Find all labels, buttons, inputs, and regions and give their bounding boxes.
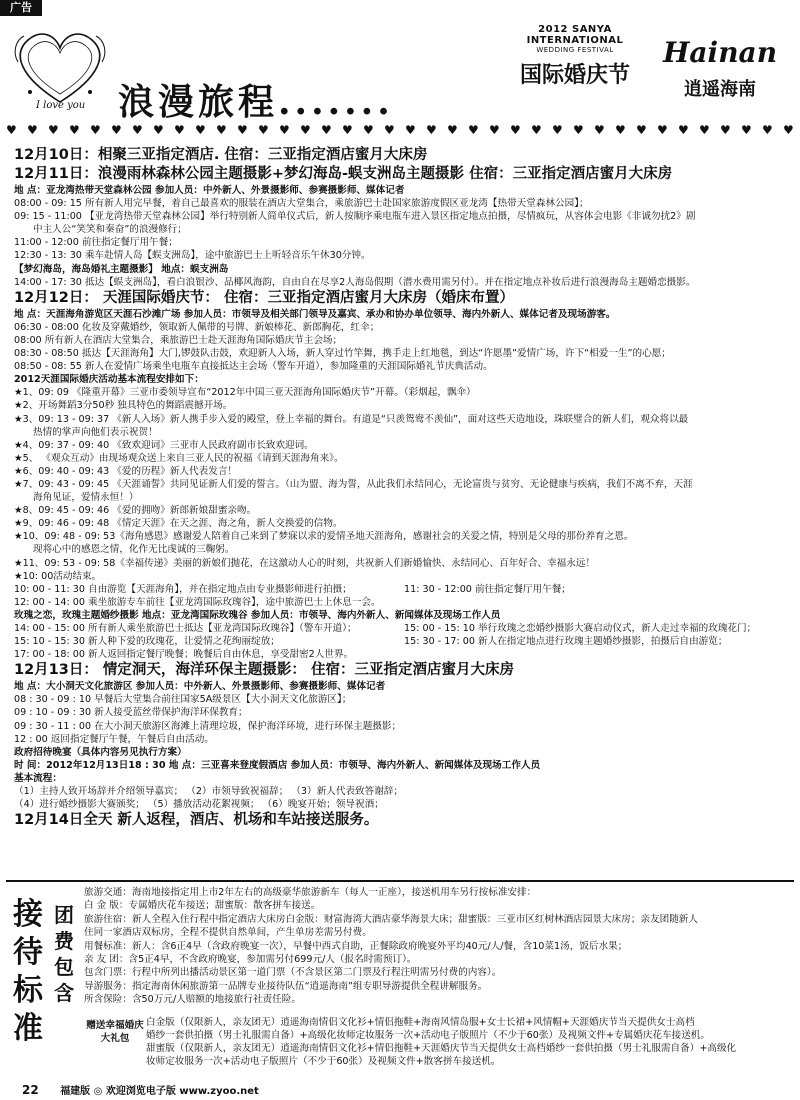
logo-line: 2012 SANYA xyxy=(538,24,612,35)
heart-icon: ♥ xyxy=(6,123,17,137)
schedule-item: 11: 30 - 12:00 前往指定餐厅用午餐； xyxy=(404,583,571,595)
heart-icon: ♥ xyxy=(720,123,731,137)
heart-icon: ♥ xyxy=(195,123,206,137)
service-line: 旅游交通：海南地接指定用上市2年左右的高级豪华旅游新车（每人一正座），接送机用车另行按标准安排： xyxy=(84,887,537,898)
info-line: 地 点：亚龙湾热带天堂森林公园 参加人员：中外新人、外景摄影师、参赛摄影师、媒体记者 xyxy=(14,185,405,196)
heart-icon: ♥ xyxy=(426,123,437,137)
schedule-line: ★1、09: 09 《隆重开幕》三亚市委领导宣布“2012年中国三亚天涯海角国际婚庆节”开幕。（彩烟起，飘伞） xyxy=(14,387,476,399)
heart-icon: ♥ xyxy=(216,123,227,137)
gift-label: 赠送幸福婚庆大礼包 xyxy=(86,1020,144,1045)
gift-package xyxy=(84,1016,790,1068)
schedule-line: ★6、09: 40 - 09: 43 《爱的历程》新人代表发言！ xyxy=(14,465,238,477)
schedule-line: 热情的掌声向他们表示祝贺！ xyxy=(33,426,158,438)
tour-fee-label: 团费包含 xyxy=(54,903,74,1005)
service-line: 白 金 版：专属婚庆花车接送；甜蜜版：散客拼车接送。 xyxy=(84,900,321,912)
schedule-line: （1）主持人致开场辞并介绍领导嘉宾； （2）市领导致祝福辞； （3）新人代表致答谢辞； xyxy=(14,786,403,798)
day-heading: 12月13日： 情定洞天，海洋环保主题摄影： 住宿：三亚指定酒店蜜月大床房 xyxy=(14,662,514,679)
heart-icon: ♥ xyxy=(300,123,311,137)
schedule-line: 11:00 - 12:00 前往指定餐厅用午餐； xyxy=(14,237,178,249)
heart-icon: ♥ xyxy=(258,123,269,137)
service-line: 所含保险：含50万元/人赔额的地接旅行社责任险。 xyxy=(84,994,301,1006)
schedule-line: 09 : 30 - 11 : 00 在大小洞天旅游区海滩上清理垃圾，保护海洋环境，进行环保主题摄影； xyxy=(14,720,402,732)
sanya-wedding-festival-logo xyxy=(505,24,645,89)
heart-divider-icon xyxy=(6,122,794,138)
schedule-line: 06:30 - 08:00 化妆及穿戴婚纱，领取新人佩带的号牌、新娘棒花、新郎胸花，红伞； xyxy=(14,321,380,333)
gift-line: 白金版（仅限新人，亲友团无）逍遥海南情侣文化衫+情侣拖鞋+海南风情岛服+女士长裙+风情帽+天涯婚庆节当天提供女士高档 xyxy=(146,1017,695,1028)
heart-icon: ♥ xyxy=(657,123,668,137)
schedule-line: 海角见证，爱情永恒！） xyxy=(33,492,139,504)
heart-icon: ♥ xyxy=(468,123,479,137)
reception-standard-label: 接待标准 xyxy=(13,897,43,1046)
heart-icon: ♥ xyxy=(531,123,542,137)
gift-line: 妆师定妆服务一次+活动电子版照片（不少于60张）及视频文件+散客拼车接送机。 xyxy=(146,1056,501,1068)
itinerary-content xyxy=(14,146,794,830)
globe-icon: ◎ xyxy=(93,1086,106,1097)
service-list xyxy=(84,886,790,1007)
schedule-line: ★4、09: 37 - 09: 40 《致欢迎词》三亚市人民政府副市长致欢迎词。 xyxy=(14,439,314,451)
heart-icon: ♥ xyxy=(699,123,710,137)
schedule-line: ★5、 《观众互动》由现场观众送上来自三亚人民的祝福《请到天涯海角来》。 xyxy=(14,452,344,464)
heart-icon: ♥ xyxy=(363,123,374,137)
page-number: 22 xyxy=(22,1083,39,1097)
schedule-line: 12: 00 - 14: 00 乘坐旅游专车前往【亚龙湾国际玫瑰谷】，途中旅游巴士上休息一会。 xyxy=(14,596,381,608)
logo-line: WEDDING FESTIVAL xyxy=(536,46,614,54)
info-line: 时 间：2012年12月13日18 : 30 地 点：三亚喜来登度假酒店 参加人员：市领导、海内外新人、新闻媒体及现场工作人员 xyxy=(14,759,541,771)
schedule-row xyxy=(14,622,794,635)
schedule-line: ★2、开场舞蹈3分50秒 独具特色的舞蹈震撼开场。 xyxy=(14,400,233,412)
info-line: 地 点：天涯海角游览区天涯石沙滩广场 参加人员：市领导及相关部门领导及嘉宾、承办和协办单位领导、海内外新人、媒体记者及现场游客。 xyxy=(14,308,616,320)
heart-icon: ♥ xyxy=(342,123,353,137)
ad-tag: 广告 xyxy=(0,0,42,16)
schedule-line: 09: 15 - 11:00 【亚龙湾热带天堂森林公园】举行特别新人简单仪式后，新人按顺序乘电瓶车进入景区指定地点拍摄，尽情疯玩，从容体会电影《非诚勿扰2》剧 xyxy=(14,211,696,223)
heart-icon: ♥ xyxy=(321,123,332,137)
info-line: 【梦幻海岛，海岛婚礼主题摄影】 地点：蜈支洲岛 xyxy=(14,263,229,275)
day-heading: 12月11日：浪漫雨林森林公园主题摄影+梦幻海岛-蜈支洲岛主题摄影 住宿：三亚指定酒店蜜月大床房 xyxy=(14,166,673,182)
logo-line: INTERNATIONAL xyxy=(526,35,624,46)
schedule-row xyxy=(14,635,794,648)
gift-list xyxy=(146,1016,790,1068)
heart-icon: ♥ xyxy=(69,123,80,137)
schedule-line: ★11、09: 53 - 09: 58《幸福传递》美丽的新娘们抛花，在这激动人心的时刻，共祝新人们新婚愉快、永结同心、百年好合、幸福永远！ xyxy=(14,557,596,569)
schedule-line: 14:00 - 17: 30 抵达【蜈支洲岛】，看白浪银沙、品椰风海韵，自由自在尽享2人海岛假期（潜水费用需另付）。并在指定地点补妆后进行浪漫海岛主题婚恋摄影。 xyxy=(14,276,696,288)
heart-icon: ♥ xyxy=(111,123,122,137)
heart-icon: ♥ xyxy=(783,123,794,137)
schedule-item: 15: 30 - 17: 00 新人在指定地点进行玫瑰主题婚纱摄影，拍摄后自由游览； xyxy=(404,636,728,648)
schedule-line: （4）进行婚纱摄影大赛颁奖； （5）播放活动花絮视频； （6）晚宴开始；领导祝酒； xyxy=(14,799,384,811)
service-line: 住同一家酒店双标房，全程不提供自然单间，产生单房差需另付费。 xyxy=(84,927,372,939)
schedule-row xyxy=(14,583,794,596)
schedule-line: 17: 00 - 18: 00 新人返回指定餐厅晚餐；晚餐后自由休息，享受甜密2人世界。 xyxy=(14,649,354,661)
footer-link[interactable]: 欢迎浏览电子版 www.zyoo.net xyxy=(105,1086,259,1097)
gift-line: 甜蜜版（仅限新人，亲友团无）逍遥海南情侣文化衫+情侣拖鞋+天涯婚庆节当天提供女士高档婚纱一套供拍摄（男士礼服需自备）+高级化 xyxy=(146,1043,737,1055)
heart-icon: ♥ xyxy=(510,123,521,137)
logo-en: Hainan xyxy=(662,36,778,69)
hainan-logo xyxy=(650,36,790,101)
heart-icon: ♥ xyxy=(636,123,647,137)
service-line: 旅游住宿：新人全程入住行程中指定酒店大床房白金版：财富海湾大酒店豪华海景大床；甜蜜版：三亚市区红树林酒店园景大床房；亲友团随新人 xyxy=(84,913,698,925)
service-line: 用餐标准：新人：含6正4早（含政府晚宴一次），早餐中西式自助，正餐除政府晚宴外平均40元/人/餐，含10菜1汤，饭后水果； xyxy=(84,940,628,952)
logo-cn: 国际婚庆节 xyxy=(519,62,630,88)
service-line: 包含门票：行程中所列出播活动景区第一道门票（不含景区第二门票及行程注明需另付费的内容）。 xyxy=(84,967,502,979)
heart-icon: ♥ xyxy=(384,123,395,137)
schedule-line: 08:00 所有新人在酒店大堂集合，乘旅游巴士赴天涯海角国际婚庆节主会场； xyxy=(14,334,343,346)
schedule-line: ★10、09: 48 - 09: 53《海角感恩》感谢爱人陪着自己来到了梦寐以求的爱情圣地天涯海角，感谢社会的关爱之情，特别是父母的那份养育之恩。 xyxy=(14,531,634,543)
reception-standard-box xyxy=(6,880,794,1076)
heart-icon: ♥ xyxy=(48,123,59,137)
header xyxy=(0,0,800,122)
heart-icon: ♥ xyxy=(447,123,458,137)
schedule-line: ★7、09: 43 - 09: 45 《天涯诵誓》共同见证新人们爱的誓言。（山为盟、海为誓，从此我们永结同心，无论富贵与贫穷、无论健康与疾病，我们不离不弃，天涯 xyxy=(14,478,693,490)
schedule-line: 12:30 - 13: 30 乘车赴情人岛【蜈支洲岛】，途中旅游巴士上听轻音乐午休30分钟。 xyxy=(14,250,371,262)
day-heading: 12月12日： 天涯国际婚庆节： 住宿：三亚指定酒店蜜月大床房（婚床布置） xyxy=(14,289,514,306)
schedule-line: ★9、09: 46 - 09: 48 《情定天涯》在天之涯、海之角，新人交换爱的信物。 xyxy=(14,518,343,530)
info-line: 地 点：大小洞天文化旅游区 参加人员：中外新人、外景摄影师、参赛摄影师、媒体记者 xyxy=(14,681,386,693)
heart-icon: ♥ xyxy=(615,123,626,137)
schedule-item: 15: 10 - 15: 30 新人种下爱的玫瑰花，让爱情之花绚丽绽放； xyxy=(14,636,280,648)
info-line: 2012天涯国际婚庆活动基本流程安排如下： xyxy=(14,374,204,386)
heart-icon: ♥ xyxy=(489,123,500,137)
schedule-line: ★8、09: 45 - 09: 46 《爱的拥吻》新郎新娘甜蜜亲吻。 xyxy=(14,505,257,517)
heart-icon: ♥ xyxy=(132,123,143,137)
day-heading: 12月10日：相聚三亚指定酒店. 住宿：三亚指定酒店蜜月大床房 xyxy=(14,147,428,163)
schedule-line: 08:00 - 09: 15 所有新人用完早餐，着自己最喜欢的服装在酒店大堂集合，乘旅游巴士赴国家旅游度假区亚龙湾【热带天堂森林公园】； xyxy=(14,198,589,210)
info-line: 政府招待晚宴（具体内容另见执行方案） xyxy=(14,746,187,758)
heart-icon: ♥ xyxy=(153,123,164,137)
info-line: 玫瑰之恋，玫瑰主题婚纱摄影 地点：亚龙湾国际玫瑰谷 参加人员：市领导、海内外新人、新闻媒体及现场工作人员 xyxy=(14,609,501,621)
schedule-item: 15: 00 - 15: 10 举行玫瑰之恋婚纱摄影大赛启动仪式，新人走过幸福的玫瑰花门； xyxy=(404,623,757,634)
info-line: 基本流程： xyxy=(14,772,62,784)
service-line: 亲 友 团：含5正4早，不含政府晚宴，参加需另付699元/人（报名时需预订）。 xyxy=(84,954,417,966)
heart-icon: ♥ xyxy=(741,123,752,137)
schedule-line: 08:30 - 08:50 抵达【天涯海角】大门,锣鼓队击鼓，欢迎新人入场，新人穿过竹竿舞，携手走上红地毯，到达“许愿墨”爱情广场，许下“相爱一生”的心愿； xyxy=(14,348,671,360)
schedule-line: 现将心中的感恩之情，化作无比虔诚的三鞠躬。 xyxy=(33,544,235,556)
page-title: 浪漫旅程....... xyxy=(118,81,394,123)
heart-icon: ♥ xyxy=(90,123,101,137)
heart-icon: ♥ xyxy=(573,123,584,137)
schedule-item: 10: 00 - 11: 30 自由游览【天涯海角】，并在指定地点由专业摄影师进行拍摄； xyxy=(14,583,352,595)
service-line: 导游服务：指定海南休闲旅游第一品牌专业接待队伍“逍遥海南”组专职导游提供全程讲解服务。 xyxy=(84,980,488,992)
heart-icon: ♥ xyxy=(279,123,290,137)
heart-icon: ♥ xyxy=(552,123,563,137)
heart-icon: ♥ xyxy=(594,123,605,137)
heart-icon: ♥ xyxy=(237,123,248,137)
schedule-line: 12 : 00 返回指定餐厅午餐，午餐后自由活动。 xyxy=(14,733,214,745)
schedule-line: ★3、09: 13 - 09: 37 《新人入场》新人携手步入爱的殿堂，登上幸福的舞台。有道是“只羡鸳鸯不羡仙”，面对这些天造地设，珠联璧合的新人们，观众将以最 xyxy=(14,413,689,425)
schedule-line: 09 : 10 - 09 : 30 新人接受蓝丝带保护海洋环保教育； xyxy=(14,707,248,719)
gift-line: 婚纱一套供拍摄（男士礼服需自备）+高级化妆师定妆服务一次+活动电子版照片（不少于60张）及视频文件+专属婚庆花车接送机。 xyxy=(146,1030,710,1042)
logo-cn: 逍遥海南 xyxy=(684,79,756,100)
schedule-line: 08 : 30 - 09 : 10 早餐后大堂集合前往国家5A级景区【大小洞天文化旅游区】； xyxy=(14,694,352,706)
heart-icon: ♥ xyxy=(762,123,773,137)
schedule-line: 08:50 - 08: 55 新人在爱情广场乘坐电瓶车直接抵达主会场（警车开道），参加隆重的天涯国际婚礼节庆典活动。 xyxy=(14,361,493,373)
edition-label: 福建版 xyxy=(60,1086,91,1097)
heart-icon: ♥ xyxy=(27,123,38,137)
heart-icon: ♥ xyxy=(405,123,416,137)
schedule-line: ★10: 00活动结束。 xyxy=(14,570,102,582)
heart-icon: ♥ xyxy=(678,123,689,137)
footer xyxy=(0,1080,800,1100)
schedule-item: 14: 00 - 15: 00 所有新人乘坐旅游巴士抵达【亚龙湾国际玫瑰谷】（警车开道）； xyxy=(14,623,357,634)
schedule-line: 中主人公“笑笑和秦奋”的浪漫修行； xyxy=(33,224,187,236)
heart-icon: ♥ xyxy=(174,123,185,137)
love-you-text: I love you xyxy=(36,100,86,111)
day-heading: 12月14日全天 新人返程，酒店、机场和车站接送服务。 xyxy=(14,812,379,829)
